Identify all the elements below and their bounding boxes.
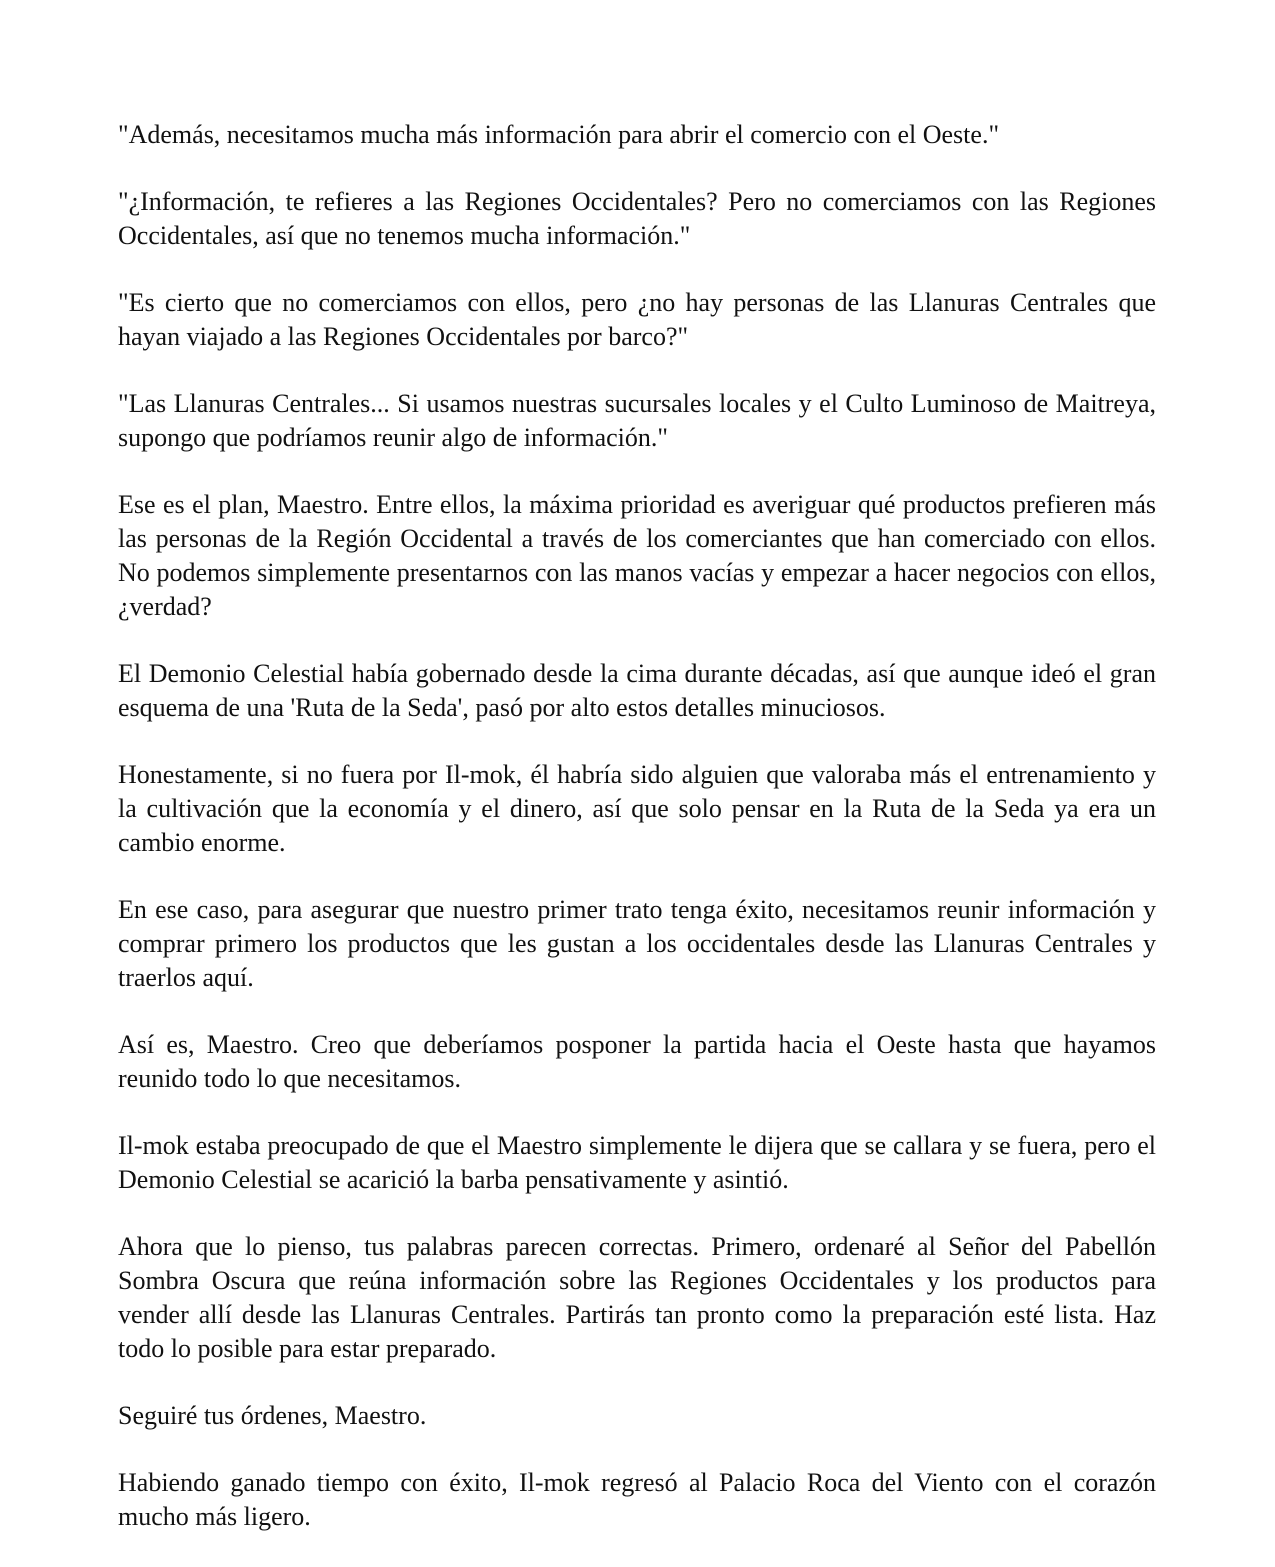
paragraph: Il-mok estaba preocupado de que el Maestro simplemente le dijera que se callara y se fuera, pero el Demonio Celestial se acarició la barba pensativamente y asintió. [118,1131,1156,1194]
paragraph: Habiendo ganado tiempo con éxito, Il-mok regresó al Palacio Roca del Viento con el corazón mucho más ligero. [118,1468,1156,1531]
paragraph: El Demonio Celestial había gobernado desde la cima durante décadas, así que aunque ideó el gran esquema de una 'Ruta de la Seda', pasó por alto estos detalles minuciosos. [118,659,1156,722]
paragraph: En ese caso, para asegurar que nuestro primer trato tenga éxito, necesitamos reunir información y comprar primero los productos que les gustan a los occidentales desde las Llanuras Centrales y traerlos aquí. [118,895,1156,992]
document-page [118,118,1156,1567]
paragraph: Seguiré tus órdenes, Maestro. [118,1401,427,1430]
paragraph: Ese es el plan, Maestro. Entre ellos, la máxima prioridad es averiguar qué productos prefieren más las personas de la Región Occidental a través de los comerciantes que han comerciado con ellos. No podemos simplemente presentarnos con las manos vacías y empezar a hacer negocios con ellos, ¿verdad? [118,490,1156,621]
paragraph: Ahora que lo pienso, tus palabras parecen correctas. Primero, ordenaré al Señor del Pabellón Sombra Oscura que reúna información sobre las Regiones Occidentales y los productos para vender allí desde las Llanuras Centrales. Partirás tan pronto como la preparación esté lista. Haz todo lo posible para estar preparado. [118,1232,1156,1363]
paragraph: "Además, necesitamos mucha más información para abrir el comercio con el Oeste." [118,120,1000,149]
paragraph: "Las Llanuras Centrales... Si usamos nuestras sucursales locales y el Culto Luminoso de Maitreya, supongo que podríamos reunir algo de información." [118,389,1156,452]
paragraph: "¿Información, te refieres a las Regiones Occidentales? Pero no comerciamos con las Regiones Occidentales, así que no tenemos mucha información." [118,187,1156,250]
paragraph: Honestamente, si no fuera por Il-mok, él habría sido alguien que valoraba más el entrenamiento y la cultivación que la economía y el dinero, así que solo pensar en la Ruta de la Seda ya era un cambio enorme. [118,760,1156,857]
paragraph: "Es cierto que no comerciamos con ellos, pero ¿no hay personas de las Llanuras Centrales que hayan viajado a las Regiones Occidentales por barco?" [118,288,1156,351]
paragraph: Así es, Maestro. Creo que deberíamos posponer la partida hacia el Oeste hasta que hayamos reunido todo lo que necesitamos. [118,1030,1156,1093]
